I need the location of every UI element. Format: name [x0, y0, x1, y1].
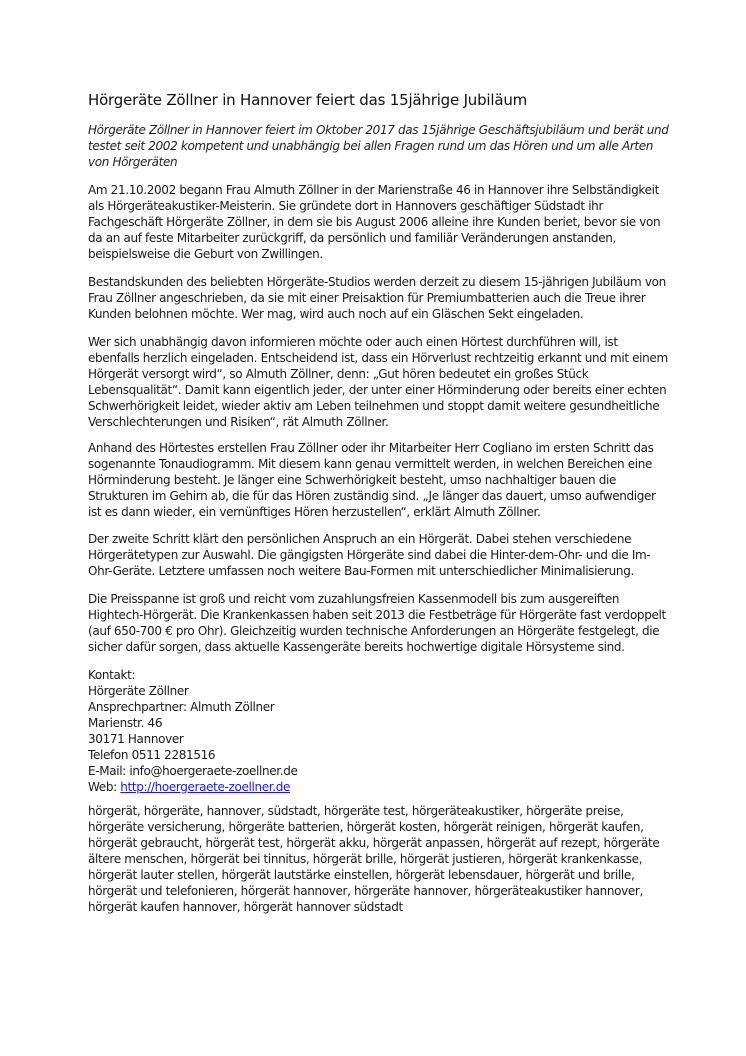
text-line: Frau Zöllner angeschrieben, da sie mit einer Preisaktion für Premiumbatterien auch die Treue ihrer [88, 291, 646, 305]
text-line: Schwerhörigkeit leidet, wieder aktiv am Leben teilnehmen und stoppt damit weitere gesundheitliche [88, 399, 660, 413]
text-line: Anhand des Hörtestes erstellen Frau Zöllner oder ihr Mitarbeiter Herr Cogliano im ersten Schritt das [88, 441, 654, 455]
text-line: beispielsweise die Geburt von Zwillingen. [88, 247, 323, 261]
contact-heading: Kontakt: [88, 668, 136, 682]
text-line: Die Preisspanne ist groß und reicht vom zuzahlungsfreien Kassenmodell bis zum ausgereiften [88, 592, 620, 606]
text-line: Strukturen im Gehirn ab, die für das Hören zuständig sind. „Je länger das dauert, umso aufwendiger [88, 489, 656, 503]
text-line: Ohr-Geräte. Letztere umfassen noch weitere Bau-Formen mit unterschiedlicher Minimalisierung. [88, 564, 634, 578]
contact-person: Ansprechpartner: Almuth Zöllner [88, 700, 275, 714]
text-line: Lebensqualität“. Damit kann eigentlich jeder, der unter einer Hörminderung oder bereits einer echten [88, 383, 667, 397]
text-line: Am 21.10.2002 begann Frau Almuth Zöllner in der Marienstraße 46 in Hannover ihre Selbständigkeit [88, 183, 659, 197]
text-line: Hightech-Hörgerät. Die Krankenkassen haben seit 2013 die Festbeträge für Hörgeräte fast verdoppelt [88, 608, 666, 622]
keyword-line: hörgerät und telefonieren, hörgerät hannover, hörgeräte hannover, hörgeräteakustiker hannover, [88, 884, 643, 898]
text-line: (auf 650-700 € pro Ohr). Gleichzeitig wurden technische Anforderungen an Hörgeräte festgelegt, die [88, 624, 660, 638]
text-line: Hörgerätetypen zur Auswahl. Die gängigsten Hörgeräte sind dabei die Hinter-dem-Ohr- und die Im- [88, 548, 651, 562]
text-line: ist es dann wieder, ein vernünftiges Hören herzustellen“, erklärt Almuth Zöllner. [88, 505, 541, 519]
paragraph-audiogram [88, 440, 668, 520]
web-label: Web: [88, 780, 121, 794]
keyword-line: ältere menschen, hörgerät bei tinnitus, hörgerät brille, hörgerät justieren, hörgerät krankenkasse, [88, 852, 643, 866]
page-title: Hörgeräte Zöllner in Hannover feiert das 15jährige Jubiläum [88, 91, 528, 109]
text-line: Hörminderung besteht. Je länger eine Schwerhörigkeit besteht, umso nachhaltiger bauen die [88, 473, 616, 487]
keywords-block [88, 803, 668, 915]
text-line: sicher dafür sorgen, dass aktuelle Kassengeräte bereits hochwertige digitale Hörsysteme sind. [88, 640, 625, 654]
contact-street: Marienstr. 46 [88, 716, 163, 730]
paragraph-history [88, 182, 668, 262]
contact-city: 30171 Hannover [88, 732, 184, 746]
text-line: Bestandskunden des beliebten Hörgeräte-Studios werden derzeit zu diesem 15-jährigen Jubiläum von [88, 275, 666, 289]
text-line: Fachgeschäft Hörgeräte Zöllner, in dem sie bis August 2006 alleine ihre Kunden beriet, bevor sie von [88, 215, 661, 229]
keyword-line: hörgerät kaufen hannover, hörgerät hannover südstadt [88, 900, 403, 914]
text-line: Hörgerät versorgt wird“, so Almuth Zöllner, denn: „Gut hören bedeutet ein großes Stück [88, 367, 589, 381]
lead-line: testet seit 2002 kompetent und unabhängig bei allen Fragen rund um das Hören und um alle Arten [88, 139, 654, 153]
keyword-line: hörgerät gebraucht, hörgerät test, hörgerät akku, hörgerät anpassen, hörgerät auf rezept, hörgeräte [88, 836, 660, 850]
keyword-line: hörgeräte versicherung, hörgeräte batterien, hörgerät kosten, hörgerät reinigen, hörgerät kaufen, [88, 820, 644, 834]
contact-phone: Telefon 0511 2281516 [88, 748, 216, 762]
keyword-line: hörgerät, hörgeräte, hannover, südstadt, hörgeräte test, hörgeräteakustiker, hörgeräte preise, [88, 804, 624, 818]
contact-block [88, 667, 298, 795]
text-line: Kunden belohnen möchte. Wer mag, wird auch noch auf ein Gläschen Sekt eingeladen. [88, 307, 584, 321]
contact-email: E-Mail: info@hoergeraete-zoellner.de [88, 764, 298, 778]
contact-web [88, 779, 298, 795]
lead-line: von Hörgeräten [88, 155, 178, 169]
text-line: Wer sich unabhängig davon informieren möchte oder auch einen Hörtest durchführen will, ist [88, 335, 618, 349]
text-line: Verschlechterungen und Risiken“, rät Almuth Zöllner. [88, 415, 389, 429]
lead-line: Hörgeräte Zöllner in Hannover feiert im Oktober 2017 das 15jährige Geschäftsjubiläum und berät und [88, 123, 669, 137]
keyword-line: hörgerät lauter stellen, hörgerät lautstärke einstellen, hörgerät lebensdauer, hörgerät und brille, [88, 868, 635, 882]
paragraph-customers [88, 274, 668, 322]
text-line: ebenfalls herzlich eingeladen. Entscheidend ist, dass ein Hörverlust rechtzeitig erkannt und mit einem [88, 351, 668, 365]
contact-company: Hörgeräte Zöllner [88, 684, 189, 698]
paragraph-pricing [88, 591, 668, 655]
text-line: sogenannte Tonaudiogramm. Mit diesem kann genau vermittelt werden, in welchen Bereichen eine [88, 457, 653, 471]
text-line: da an auf feste Mitarbeiter zurückgriff, da persönlich und familiär Veränderungen anstanden, [88, 231, 616, 245]
paragraph-hearing-test [88, 334, 668, 430]
paragraph-device-types [88, 531, 668, 579]
lead-paragraph [88, 122, 668, 170]
website-link[interactable]: http://hoergeraete-zoellner.de [120, 780, 291, 794]
text-line: Der zweite Schritt klärt den persönlichen Anspruch an ein Hörgerät. Dabei stehen verschiedene [88, 532, 632, 546]
text-line: als Hörgeräteakustiker-Meisterin. Sie gründete dort in Hannovers geschäftiger Südstadt ihr [88, 199, 604, 213]
